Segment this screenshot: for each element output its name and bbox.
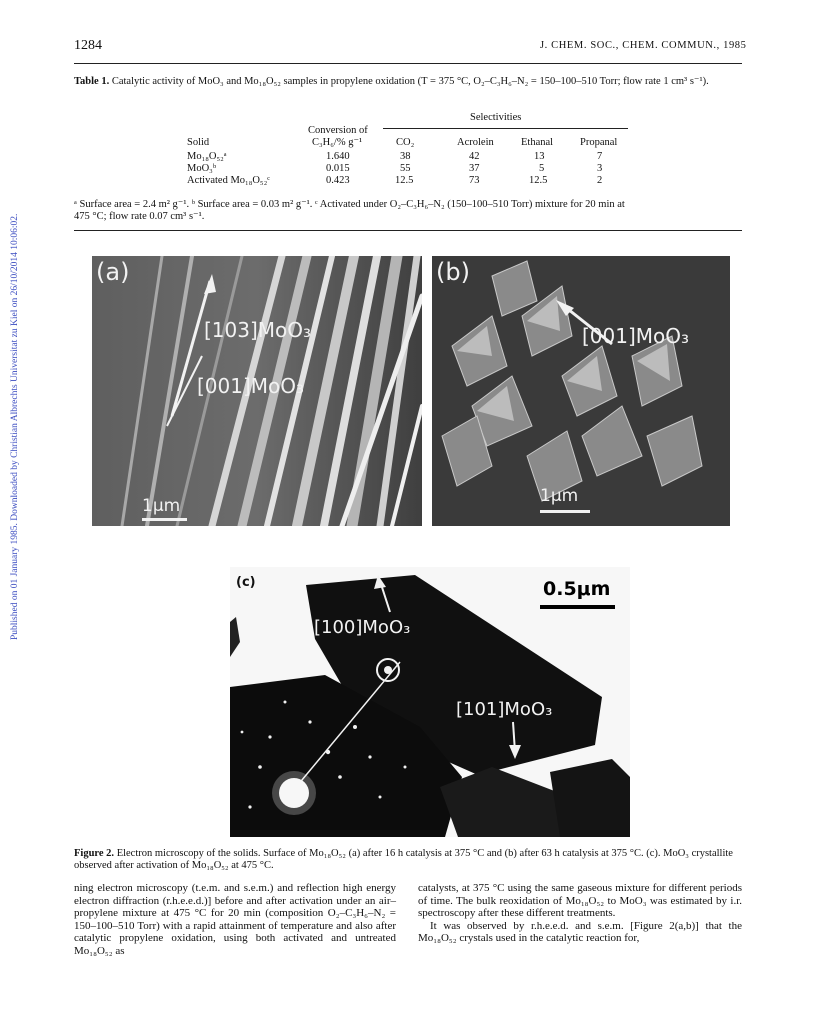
cell-acrolein: 37 <box>469 163 480 174</box>
scale-bar-label: 0.5μm <box>543 578 611 600</box>
cell-co2: 12.5 <box>395 175 414 186</box>
cell-propanal: 7 <box>597 151 603 162</box>
sem-image-b <box>432 256 730 526</box>
direction-label: [100]MoO₃ <box>314 617 411 638</box>
direction-label: [001]MoO₃ <box>582 324 690 348</box>
col-co2: CO₂ <box>396 137 415 148</box>
cell-ethanal: 13 <box>534 151 545 162</box>
table-body <box>187 151 657 187</box>
cell-ethanal: 12.5 <box>529 175 548 186</box>
col-conversion-line2: C₃H₆/% g⁻¹ <box>312 137 363 148</box>
footnote-line: ᵃ Surface area = 2.4 m² g⁻¹. ᵇ Surface area = 0.03 m² g⁻¹. ᶜ Activated under O₂–C₃H₆–N₂ (150–100–510 Torr) mixture for 20 min at <box>74 199 625 210</box>
col-propanal: Propanal <box>580 137 618 148</box>
scale-bar <box>142 518 187 521</box>
cell-conversion: 0.423 <box>326 175 350 186</box>
figure-label: Figure 2. <box>74 848 115 859</box>
cell-solid: Mo₁₈O₅₂ᵃ <box>187 151 227 162</box>
table-caption <box>74 76 742 88</box>
download-notice <box>10 140 24 660</box>
cell-co2: 55 <box>400 163 411 174</box>
journal-header: J. CHEM. SOC., CHEM. COMMUN., 1985 <box>540 40 747 51</box>
page-number: 1284 <box>74 38 102 53</box>
cell-solid: Activated Mo₁₈O₅₂ᶜ <box>187 175 270 186</box>
figure-caption-text: Electron microscopy of the solids. Surface of Mo₁₈O₅₂ (a) after 16 h catalysis at 375 °C and (b) after 63 h catalysis at 375 °C. (c). MoO₃ crystallite observed after activation of Mo₁₈O₅₂ at 475 °C. <box>74 848 733 871</box>
cell-co2: 38 <box>400 151 411 162</box>
tem-panel-c <box>230 567 630 837</box>
table-label: Table 1. <box>74 76 110 87</box>
table-caption-text: Catalytic activity of MoO₃ and Mo₁₈O₅₂ samples in propylene oxidation (T = 375 °C, O₂–C₃H₆–N₂ = 150–100–510 Torr; flow rate 1 cm³ s⁻¹). <box>111 76 709 87</box>
scale-bar <box>540 510 590 513</box>
figure-caption <box>74 848 742 872</box>
download-notice-text: Published on 01 January 1985. Downloaded by Christian Albrechts Universitat zu Kiel on 26/10/2014 10:06:02. <box>10 213 20 640</box>
cell-conversion: 1.640 <box>326 151 350 162</box>
cell-acrolein: 73 <box>469 175 480 186</box>
sem-panel-a <box>92 256 422 526</box>
cell-conversion: 0.015 <box>326 163 350 174</box>
col-ethanal: Ethanal <box>521 137 554 148</box>
selectivities-header: Selectivities <box>470 112 522 123</box>
cell-solid: MoO₃ᵇ <box>187 163 217 174</box>
direction-label: [101]MoO₃ <box>456 699 553 720</box>
body-column-right <box>418 882 742 945</box>
direction-label: [103]MoO₃ <box>204 318 312 342</box>
scale-bar-label: 1μm <box>142 496 181 516</box>
direction-label: [001]MoO₃ <box>197 374 305 398</box>
top-rule <box>74 63 742 64</box>
cell-propanal: 3 <box>597 163 603 174</box>
table-row <box>187 163 657 175</box>
body-column-left <box>74 882 396 958</box>
sem-panel-b <box>432 256 730 526</box>
panel-label: (b) <box>436 258 470 286</box>
body-paragraph: ning electron microscopy (t.e.m. and s.e.m.) and reflection high energy electron diffraction (r.h.e.e.d.)] before and after activation under an air–propylene mixture at 475 °C for 20 min (composition O₂–C₃H₆–N₂ = 150–100–510 Torr) with a rapid attainment of temperature and also after catalytic propylene oxidation, using both activated and untreated Mo₁₈O₅₂ as <box>74 882 396 957</box>
scale-bar-label: 1μm <box>540 486 579 506</box>
table-row <box>187 175 657 187</box>
tem-image-c <box>230 567 630 837</box>
table-bottom-rule <box>74 230 742 231</box>
footnote-line: 475 °C; flow rate 0.07 cm³ s⁻¹. <box>74 211 205 222</box>
body-paragraph: It was observed by r.h.e.e.d. and s.e.m. [Figure 2(a,b)] that the Mo₁₈O₅₂ crystals used in the catalytic reaction for, <box>418 919 742 945</box>
cell-propanal: 2 <box>597 175 603 186</box>
panel-label: (c) <box>236 575 256 590</box>
cell-ethanal: 5 <box>539 163 545 174</box>
panel-label: (a) <box>96 258 130 286</box>
selectivities-rule <box>383 128 628 129</box>
table-footnote <box>74 199 742 223</box>
col-conversion-line1: Conversion of <box>308 125 368 136</box>
table-row <box>187 151 657 163</box>
col-acrolein: Acrolein <box>457 137 494 148</box>
cell-acrolein: 42 <box>469 151 480 162</box>
col-solid: Solid <box>187 137 210 148</box>
body-paragraph: catalysts, at 375 °C using the same gaseous mixture for different periods of time. The bulk reoxidation of Mo₁₈O₅₂ to MoO₃ was estimated by i.r. spectroscopy after these different treatments. <box>418 882 742 920</box>
